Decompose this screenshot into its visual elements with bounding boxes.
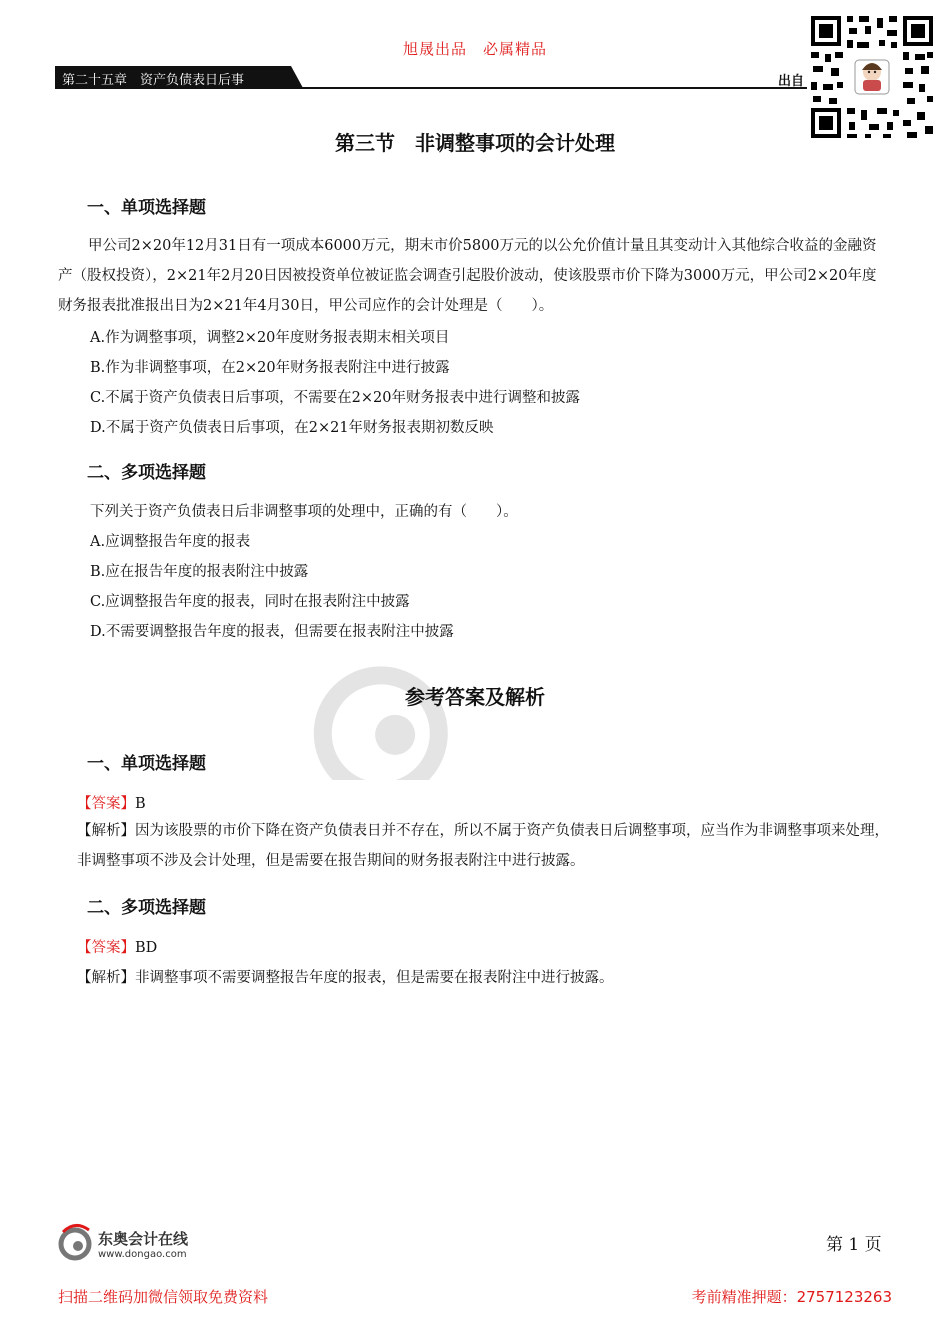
analysis-tag: 【解析】 bbox=[77, 823, 135, 839]
multi-option-c: C.应调整报告年度的报表，同时在报表附注中披露 bbox=[90, 594, 410, 610]
analysis-single-text: 因为该股票的市价下降在资产负债表日并不存在，所以不属于资产负债表日后调整事项，应当作为非调整事项来处理，非调整事项不涉及会计处理，但是需要在报告期间的财务报表附注中进行披露。 bbox=[77, 823, 889, 869]
footer-contact-note: 考前精准押题：2757123263 bbox=[691, 1288, 892, 1306]
single-choice-stem-text: 甲公司2×20年12月31日有一项成本6000万元，期末市价5800万元的以公允价值计量且其变动计入其他综合收益的金融资产（股权投资），2×21年2月20日因被投资单位被证监会调查引起股价波动，使该股票市价下降为3000万元，甲公司2×20年度财务报表批准报出日为2×21年4月30日，甲公司应作的会计处理是（ ）。 bbox=[58, 238, 877, 314]
logo-url: www.dongao.com bbox=[98, 1249, 187, 1260]
logo-name: 东奥会计在线 bbox=[98, 1230, 189, 1248]
answers-title: 参考答案及解析 bbox=[405, 685, 545, 709]
analysis-multi bbox=[77, 966, 614, 987]
analysis-tag: 【解析】 bbox=[77, 970, 135, 986]
answer-tag: 【答案】 bbox=[77, 796, 135, 812]
page-number: 第 1 页 bbox=[826, 1235, 882, 1255]
multi-option-a: A.应调整报告年度的报表 bbox=[90, 534, 251, 550]
multi-option-d: D.不需要调整报告年度的报表，但需要在报表附注中披露 bbox=[90, 624, 454, 640]
single-option-b: B.作为非调整事项，在2×20年财务报表附注中进行披露 bbox=[90, 360, 450, 376]
single-choice-stem bbox=[58, 231, 890, 321]
dongao-watermark-logo bbox=[285, 520, 705, 780]
answer-multi-value: BD bbox=[135, 940, 158, 956]
header-slogan: 旭晟出品 必属精品 bbox=[402, 40, 547, 58]
single-option-c: C.不属于资产负债表日后事项，不需要在2×20年财务报表中进行调整和披露 bbox=[90, 390, 581, 406]
multi-choice-stem: 下列关于资产负债表日后非调整事项的处理中，正确的有（ ）。 bbox=[90, 504, 518, 520]
single-option-a: A.作为调整事项，调整2×20年度财务报表期末相关项目 bbox=[90, 330, 450, 346]
footer-wechat-note: 扫描二维码加微信领取免费资料 bbox=[58, 1288, 269, 1306]
answer-multi-heading: 二、多项选择题 bbox=[87, 898, 206, 918]
single-option-d: D.不属于资产负债表日后事项，在2×21年财务报表期初数反映 bbox=[90, 420, 494, 436]
section-title: 第三节 非调整事项的会计处理 bbox=[335, 131, 615, 155]
single-choice-heading: 一、单项选择题 bbox=[87, 198, 206, 218]
answer-single-line bbox=[77, 792, 146, 813]
answer-multi-line bbox=[77, 936, 157, 957]
answer-tag: 【答案】 bbox=[77, 940, 135, 956]
qr-code-icon[interactable] bbox=[807, 12, 937, 142]
chapter-title: 第二十五章 资产负债表日后事 bbox=[62, 73, 245, 88]
analysis-single bbox=[77, 816, 892, 876]
answer-single-value: B bbox=[135, 796, 146, 812]
multi-option-b: B.应在报告年度的报表附注中披露 bbox=[90, 564, 309, 580]
header-source: 出自 bbox=[778, 74, 805, 89]
analysis-multi-text: 非调整事项不需要调整报告年度的报表，但是需要在报表附注中进行披露。 bbox=[135, 970, 614, 986]
answer-single-heading: 一、单项选择题 bbox=[87, 754, 206, 774]
multi-choice-heading: 二、多项选择题 bbox=[87, 463, 206, 483]
